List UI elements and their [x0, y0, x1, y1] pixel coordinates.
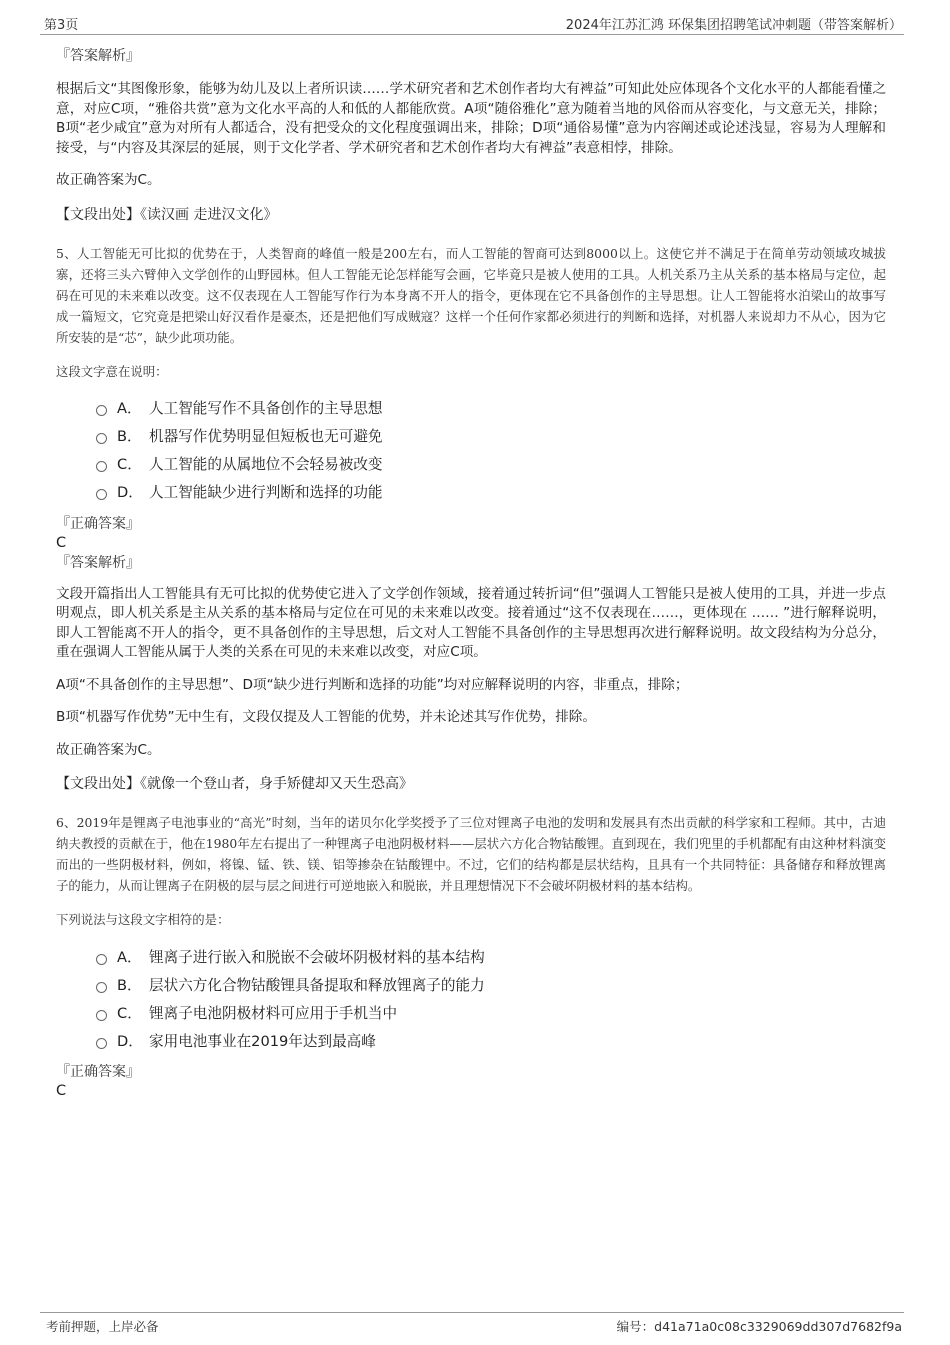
analysis-tag: 『答案解析』 — [56, 554, 140, 571]
question-6-prompt: 下列说法与这段文字相符的是： — [56, 912, 230, 927]
option-b[interactable] — [96, 970, 886, 998]
question-6-passage: 6、2019年是锂离子电池事业的“高光”时刻，当年的诺贝尔化学奖授予了三位对锂离子电池的发明和发展具有杰出贡献的科学家和工程师。其中，古迪纳夫教授的贡献在于，他在1980年左右提出了一种锂离子电池阴极材料——层状六方化合物钴酸锂。直到现在，我们兜里的手机都配有由这种材料演变而出的一些阴极材料，例如，将镍、锰、铁、镁、铝等掺杂在钴酸锂中。不过，它们的结构都是层状结构，且具有一个共同特征：具备储存和释放锂离子的能力，从而让锂离子在阴极的层与层之间进行可逆地嵌入和脱嵌，并且理想情况下不会破坏阴极材料的基本结构。 — [56, 815, 886, 893]
question-5-options — [96, 394, 886, 506]
option-d[interactable] — [96, 478, 886, 506]
option-text: 人工智能缺少进行判断和选择的功能 — [149, 484, 383, 501]
passage-source: 【文段出处】《就像一个登山者，身手矫健却又天生恐高》 — [56, 776, 413, 792]
option-text: 人工智能的从属地位不会轻易被改变 — [149, 456, 383, 473]
option-text: 锂离子进行嵌入和脱嵌不会破坏阴极材料的基本结构 — [149, 948, 485, 966]
option-text: 锂离子电池阴极材料可应用于手机当中 — [149, 1004, 398, 1022]
document-code: 编号：d41a71a0c08c3329069dd307d7682f9a — [616, 1319, 902, 1334]
option-a[interactable] — [96, 394, 886, 422]
analysis-paragraph: 文段开篇指出人工智能具有无可比拟的优势使它进入了文学创作领域，接着通过转折词“但”强调人工智能只是被人使用的工具，并进一步点明观点，即人机关系是主从关系的基本格局与定位在可见的未来难以改变。接着通过“这不仅表现在……，更体现在 …… ”进行解释说明，即人工智能离不开人的指令，更不具备创作的主导思想，后文对人工智能不具备创作的主导思想再次进行解释说明。故文段结构为分总分，重在强调人工智能从属于人类的关系在可见的未来难以改变，对应C项。 — [56, 585, 886, 660]
option-letter: A． — [117, 400, 142, 417]
option-letter: D． — [117, 1032, 143, 1050]
option-letter: B． — [117, 428, 142, 445]
option-d[interactable] — [96, 1026, 886, 1054]
radio-icon[interactable] — [96, 461, 107, 472]
correct-answer-tag: 『正确答案』 — [56, 515, 140, 532]
footer-slogan: 考前押题，上岸必备 — [46, 1319, 159, 1334]
radio-icon[interactable] — [96, 982, 107, 993]
question-5-prompt: 这段文字意在说明： — [56, 363, 168, 379]
option-text: 人工智能写作不具备创作的主导思想 — [149, 400, 383, 417]
correct-answer: C — [56, 534, 67, 551]
page-content — [56, 46, 886, 1101]
analysis-paragraph: A项“不具备创作的主导思想”、D项“缺少进行判断和选择的功能”均对应解释说明的内容，非重点，排除； — [56, 676, 689, 693]
correct-answer: C — [56, 1083, 67, 1099]
radio-icon[interactable] — [96, 405, 107, 416]
option-a[interactable] — [96, 942, 886, 970]
option-letter: C． — [117, 456, 142, 473]
option-c[interactable] — [96, 998, 886, 1026]
question-5-passage: 5、人工智能无可比拟的优势在于，人类智商的峰值一般是200左右，而人工智能的智商可达到8000以上。这使它并不满足于在简单劳动领域攻城拔寨，还将三头六臂伸入文学创作的山野园林。但人工智能无论怎样能写会画，它毕竟只是被人使用的工具。人机关系乃主从关系的基本格局与定位，起码在可见的未来难以改变。这不仅表现在人工智能写作行为本身离不开人的指令，更体现在它不具备创作的主导思想。让人工智能将水泊梁山的故事写成一篇短文，它究竟是把梁山好汉看作是豪杰，还是把他们写成贼寇？这样一个任何作家都必须进行的判断和选择，对机器人来说却力不从心，因为它所安装的是“芯”，缺少此项功能。 — [56, 245, 886, 345]
page-header — [40, 10, 904, 35]
analysis-conclusion: 故正确答案为C。 — [56, 172, 161, 188]
option-text: 层状六方化合物钴酸锂具备提取和释放锂离子的能力 — [149, 976, 485, 994]
analysis-tag: 『答案解析』 — [56, 48, 140, 64]
radio-icon[interactable] — [96, 433, 107, 444]
document-title: 2024年江苏汇鸿 环保集团招聘笔试冲刺题（带答案解析） — [565, 18, 902, 33]
option-letter: D． — [117, 484, 143, 501]
question-6-options — [96, 942, 886, 1054]
option-b[interactable] — [96, 422, 886, 450]
page-footer — [40, 1312, 904, 1337]
passage-source: 【文段出处】《读汉画 走进汉文化》 — [56, 206, 278, 223]
option-text: 家用电池事业在2019年达到最高峰 — [149, 1032, 376, 1050]
analysis-paragraph: 根据后文“其图像形象，能够为幼儿及以上者所识读……学术研究者和艺术创作者均大有裨益”可知此处应体现各个文化水平的人都能看懂之意，对应C项，“雅俗共赏”意为文化水平高的人和低的人都能欣赏。A项“随俗雅化”意为随着当地的风俗而从容变化，与文意无关，排除；B项“老少咸宜”意为对所有人都适合，没有把受众的文化程度强调出来，排除；D项“通俗易懂”意为内容阐述或论述浅显，容易为人理解和接受，与“内容及其深层的延展，则于文化学者、学术研究者和艺术创作者均大有裨益”表意相悖，排除。 — [56, 81, 886, 156]
radio-icon[interactable] — [96, 489, 107, 500]
option-c[interactable] — [96, 450, 886, 478]
option-letter: B． — [117, 976, 142, 994]
analysis-paragraph: B项“机器写作优势”无中生有，文段仅提及人工智能的优势，并未论述其写作优势，排除。 — [56, 709, 596, 725]
option-letter: A． — [117, 948, 142, 966]
radio-icon[interactable] — [96, 954, 107, 965]
correct-answer-tag: 『正确答案』 — [56, 1064, 140, 1080]
option-letter: C． — [117, 1004, 142, 1022]
analysis-conclusion: 故正确答案为C。 — [56, 741, 161, 758]
option-text: 机器写作优势明显但短板也无可避免 — [149, 428, 383, 445]
page-number: 第3页 — [44, 18, 79, 33]
radio-icon[interactable] — [96, 1010, 107, 1021]
radio-icon[interactable] — [96, 1038, 107, 1049]
